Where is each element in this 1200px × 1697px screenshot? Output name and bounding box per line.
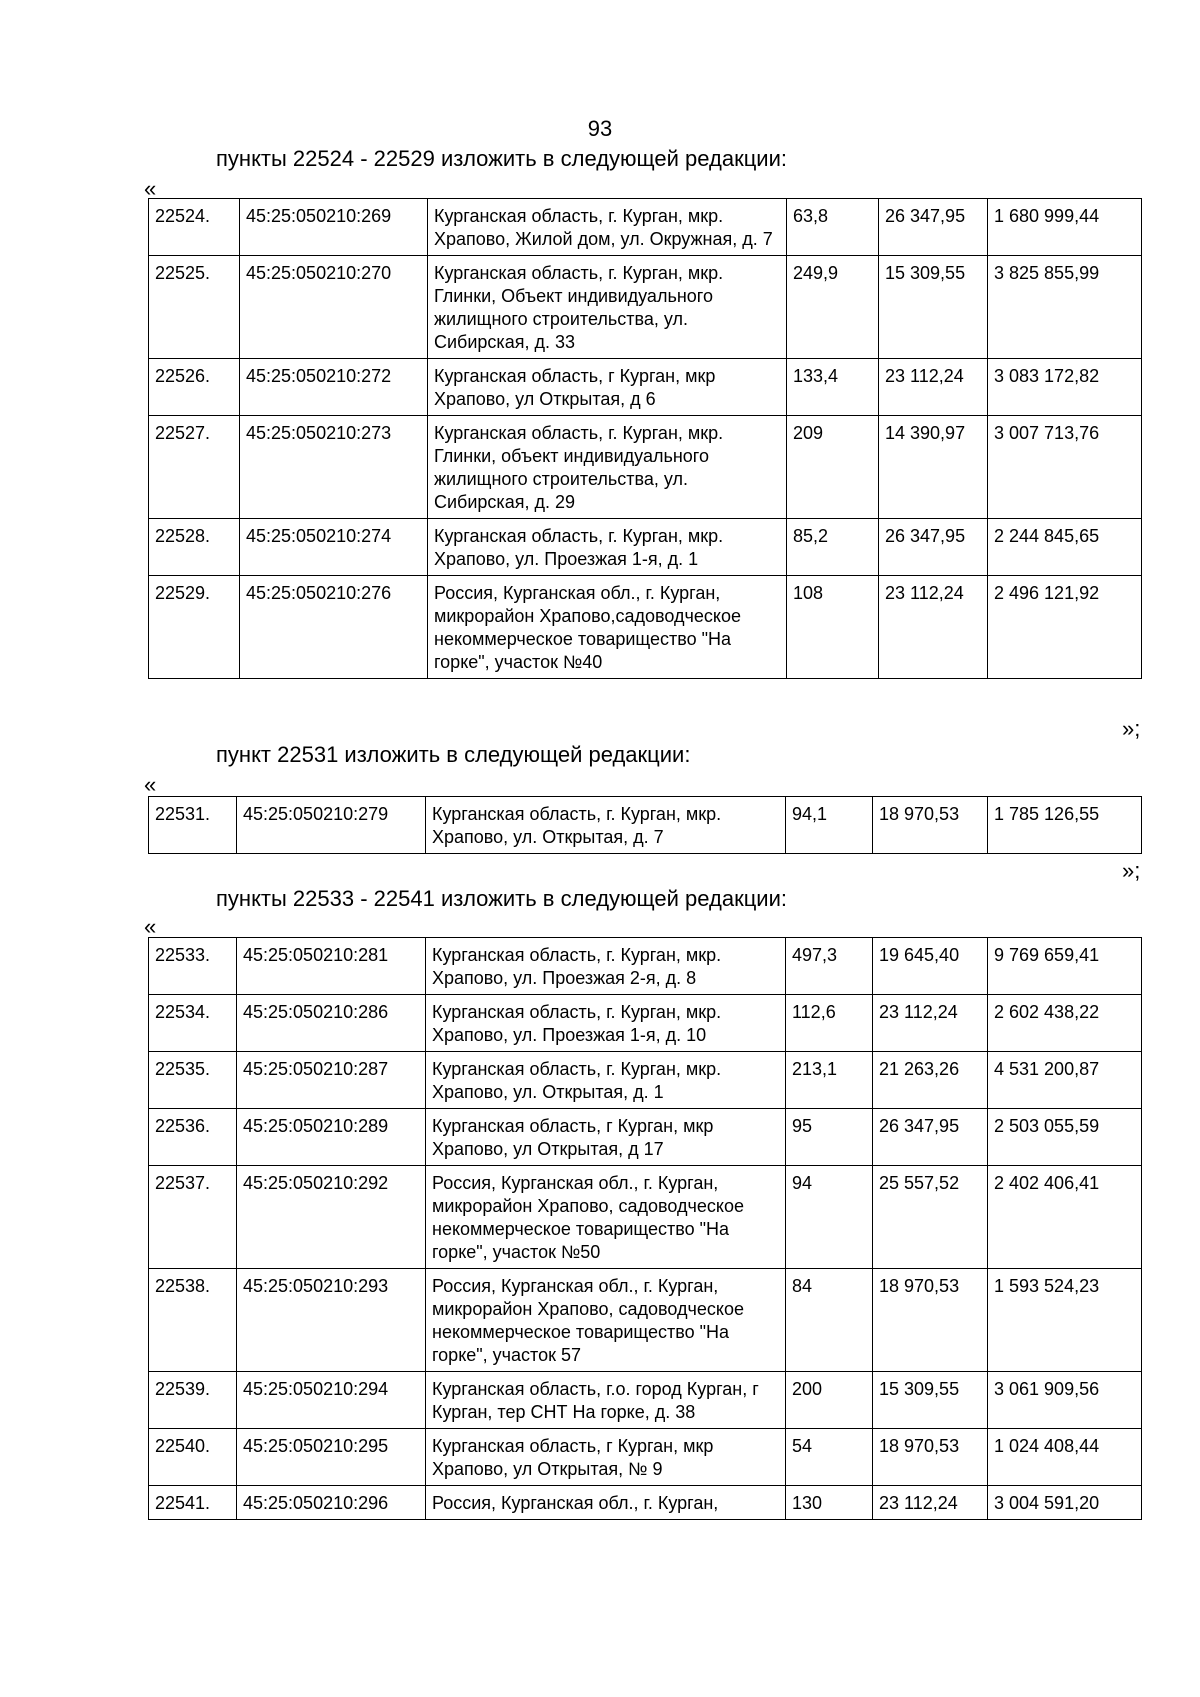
cell-cadastral-number: 45:25:050210:272 (240, 359, 428, 416)
cell-cadastral-value: 3 083 172,82 (988, 359, 1142, 416)
cell-rate: 23 112,24 (873, 995, 988, 1052)
cell-cadastral-value: 3 061 909,56 (988, 1372, 1142, 1429)
cell-cadastral-number: 45:25:050210:276 (240, 576, 428, 679)
cell-row-number: 22534. (149, 995, 237, 1052)
table-row (149, 1269, 1142, 1372)
cell-cadastral-number: 45:25:050210:273 (240, 416, 428, 519)
cell-cadastral-value: 3 825 855,99 (988, 256, 1142, 359)
cell-row-number: 22528. (149, 519, 240, 576)
cell-area: 94,1 (786, 797, 873, 854)
cell-area: 133,4 (787, 359, 879, 416)
cell-rate: 15 309,55 (879, 256, 988, 359)
cell-address: Россия, Курганская обл., г. Курган, микрорайон Храпово, садоводческое некоммерческое товарищество "На горке", участок 57 (426, 1269, 786, 1372)
cell-cadastral-value: 1 785 126,55 (988, 797, 1142, 854)
cell-row-number: 22533. (149, 938, 237, 995)
cell-cadastral-number: 45:25:050210:269 (240, 199, 428, 256)
cell-cadastral-number: 45:25:050210:274 (240, 519, 428, 576)
cell-cadastral-number: 45:25:050210:293 (237, 1269, 426, 1372)
table-row (149, 1486, 1142, 1520)
section-2-close-quote: »; (1122, 858, 1141, 883)
section-1-close-quote: »; (1122, 716, 1141, 741)
cell-cadastral-value: 2 602 438,22 (988, 995, 1142, 1052)
section-2-intro: пункт 22531 изложить в следующей редакции: (216, 742, 691, 767)
cell-address: Россия, Курганская обл., г. Курган, микрорайон Храпово,садоводческое некоммерческое товарищество "На горке", участок №40 (428, 576, 787, 679)
table-row (149, 1166, 1142, 1269)
table-row (149, 1429, 1142, 1486)
section-1-open-quote: « (144, 176, 157, 201)
table-row (149, 1109, 1142, 1166)
cell-row-number: 22529. (149, 576, 240, 679)
cell-rate: 19 645,40 (873, 938, 988, 995)
cell-cadastral-number: 45:25:050210:286 (237, 995, 426, 1052)
cell-rate: 23 112,24 (879, 576, 988, 679)
cell-cadastral-value: 2 402 406,41 (988, 1166, 1142, 1269)
cell-address: Курганская область, г. Курган, мкр. Храпово, ул. Проезжая 1-я, д. 1 (428, 519, 787, 576)
cell-cadastral-number: 45:25:050210:295 (237, 1429, 426, 1486)
cell-area: 94 (786, 1166, 873, 1269)
cell-address: Курганская область, г Курган, мкр Храпово, ул Открытая, д 6 (428, 359, 787, 416)
cell-row-number: 22540. (149, 1429, 237, 1486)
cell-cadastral-value: 2 244 845,65 (988, 519, 1142, 576)
cell-row-number: 22527. (149, 416, 240, 519)
table-row (149, 1372, 1142, 1429)
cell-rate: 26 347,95 (879, 199, 988, 256)
cell-cadastral-value: 3 007 713,76 (988, 416, 1142, 519)
section-2-table (148, 796, 1142, 854)
cell-address: Курганская область, г. Курган, мкр. Глинки, объект индивидуального жилищного строительства, ул. Сибирская, д. 29 (428, 416, 787, 519)
cell-rate: 14 390,97 (879, 416, 988, 519)
cell-cadastral-number: 45:25:050210:270 (240, 256, 428, 359)
cell-row-number: 22538. (149, 1269, 237, 1372)
table-row (149, 938, 1142, 995)
table-row (149, 995, 1142, 1052)
cell-area: 95 (786, 1109, 873, 1166)
table-row (149, 1052, 1142, 1109)
cell-cadastral-value: 1 593 524,23 (988, 1269, 1142, 1372)
cell-row-number: 22541. (149, 1486, 237, 1520)
table-row (149, 359, 1142, 416)
cell-area: 85,2 (787, 519, 879, 576)
section-1-table (148, 198, 1142, 679)
cell-row-number: 22525. (149, 256, 240, 359)
table-row (149, 256, 1142, 359)
section-2-open-quote: « (144, 772, 157, 797)
cell-rate: 26 347,95 (879, 519, 988, 576)
cell-rate: 21 263,26 (873, 1052, 988, 1109)
cell-area: 54 (786, 1429, 873, 1486)
cell-area: 112,6 (786, 995, 873, 1052)
cell-cadastral-value: 4 531 200,87 (988, 1052, 1142, 1109)
table-row (149, 519, 1142, 576)
cell-rate: 18 970,53 (873, 1429, 988, 1486)
cell-address: Курганская область, г Курган, мкр Храпово, ул Открытая, № 9 (426, 1429, 786, 1486)
cell-row-number: 22531. (149, 797, 237, 854)
cell-address: Россия, Курганская обл., г. Курган, микрорайон Храпово, садоводческое некоммерческое товарищество "На горке", участок №50 (426, 1166, 786, 1269)
table-row (149, 576, 1142, 679)
cell-cadastral-number: 45:25:050210:294 (237, 1372, 426, 1429)
cell-rate: 15 309,55 (873, 1372, 988, 1429)
table-row (149, 416, 1142, 519)
cell-area: 497,3 (786, 938, 873, 995)
cell-area: 249,9 (787, 256, 879, 359)
cell-address: Курганская область, г. Курган, мкр. Храпово, ул. Открытая, д. 1 (426, 1052, 786, 1109)
cell-address: Курганская область, г.о. город Курган, г Курган, тер СНТ На горке, д. 38 (426, 1372, 786, 1429)
cell-area: 108 (787, 576, 879, 679)
page-number: 93 (587, 116, 613, 141)
cell-cadastral-value: 1 680 999,44 (988, 199, 1142, 256)
cell-area: 200 (786, 1372, 873, 1429)
cell-address: Курганская область, г Курган, мкр Храпово, ул Открытая, д 17 (426, 1109, 786, 1166)
cell-cadastral-number: 45:25:050210:281 (237, 938, 426, 995)
cell-cadastral-value: 2 503 055,59 (988, 1109, 1142, 1166)
cell-rate: 18 970,53 (873, 797, 988, 854)
cell-address: Курганская область, г. Курган, мкр. Храпово, ул. Открытая, д. 7 (426, 797, 786, 854)
cell-cadastral-number: 45:25:050210:287 (237, 1052, 426, 1109)
cell-cadastral-value: 2 496 121,92 (988, 576, 1142, 679)
cell-cadastral-number: 45:25:050210:289 (237, 1109, 426, 1166)
cell-cadastral-number: 45:25:050210:292 (237, 1166, 426, 1269)
cell-cadastral-number: 45:25:050210:279 (237, 797, 426, 854)
cell-rate: 26 347,95 (873, 1109, 988, 1166)
cell-row-number: 22535. (149, 1052, 237, 1109)
cell-row-number: 22537. (149, 1166, 237, 1269)
cell-cadastral-number: 45:25:050210:296 (237, 1486, 426, 1520)
cell-address: Курганская область, г. Курган, мкр. Храпово, ул. Проезжая 1-я, д. 10 (426, 995, 786, 1052)
table-row (149, 797, 1142, 854)
section-3-intro: пункты 22533 - 22541 изложить в следующей редакции: (216, 886, 788, 911)
cell-rate: 23 112,24 (879, 359, 988, 416)
cell-address: Россия, Курганская обл., г. Курган, (426, 1486, 786, 1520)
cell-row-number: 22536. (149, 1109, 237, 1166)
cell-area: 130 (786, 1486, 873, 1520)
cell-rate: 23 112,24 (873, 1486, 988, 1520)
cell-area: 84 (786, 1269, 873, 1372)
cell-area: 213,1 (786, 1052, 873, 1109)
cell-rate: 25 557,52 (873, 1166, 988, 1269)
cell-area: 209 (787, 416, 879, 519)
cell-row-number: 22539. (149, 1372, 237, 1429)
table-row (149, 199, 1142, 256)
cell-address: Курганская область, г. Курган, мкр. Храпово, ул. Проезжая 2-я, д. 8 (426, 938, 786, 995)
cell-row-number: 22524. (149, 199, 240, 256)
cell-address: Курганская область, г. Курган, мкр. Глинки, Объект индивидуального жилищного строительства, ул. Сибирская, д. 33 (428, 256, 787, 359)
cell-rate: 18 970,53 (873, 1269, 988, 1372)
cell-row-number: 22526. (149, 359, 240, 416)
cell-cadastral-value: 3 004 591,20 (988, 1486, 1142, 1520)
section-3-table (148, 937, 1142, 1520)
cell-cadastral-value: 9 769 659,41 (988, 938, 1142, 995)
cell-area: 63,8 (787, 199, 879, 256)
cell-address: Курганская область, г. Курган, мкр. Храпово, Жилой дом, ул. Окружная, д. 7 (428, 199, 787, 256)
cell-cadastral-value: 1 024 408,44 (988, 1429, 1142, 1486)
section-1-intro: пункты 22524 - 22529 изложить в следующей редакции: (216, 146, 788, 171)
section-3-open-quote: « (144, 914, 157, 939)
